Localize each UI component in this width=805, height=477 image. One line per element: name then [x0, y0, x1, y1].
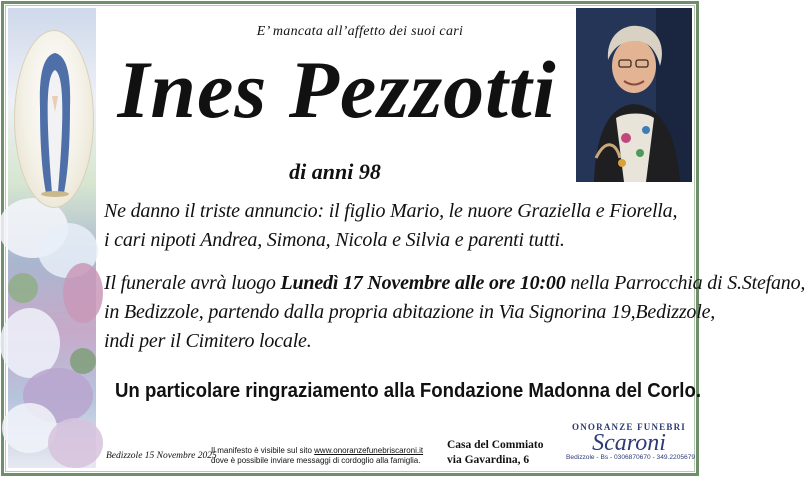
tagline: E’ mancata all’affetto dei suoi cari — [256, 24, 464, 39]
age: di anni 98 — [289, 159, 381, 184]
logo-sub: Bedizzole - Bs - 0306870670 - 349.2205679 — [566, 454, 696, 461]
deceased-name: Ines Pezzotti — [117, 44, 557, 135]
announcement-paragraph — [104, 197, 694, 255]
footer-info-text: dove è possibile inviare messaggi di cordoglio alla famiglia. — [211, 456, 421, 465]
casa-title: Casa del Commiato — [447, 439, 544, 451]
footer-info — [211, 446, 423, 466]
website-link[interactable]: www.onoranzefunebriscaroni.it — [314, 446, 424, 455]
portrait-photo — [576, 8, 692, 182]
logo-brand: Scaroni — [592, 430, 666, 456]
funeral-datetime: Lunedì 17 Novembre alle ore 10:00 — [280, 272, 566, 294]
casa-address: via Gavardina, 6 — [447, 454, 530, 466]
announcement-line: Ne danno il triste annuncio: il figlio Mario, le nuore Graziella e Fiorella, — [104, 200, 678, 222]
funeral-line — [104, 269, 805, 298]
footer-info-text: Il manifesto è visibile sul sito — [211, 446, 315, 455]
funeral-paragraph — [104, 269, 805, 356]
thanks-line: Un particolare ringraziamento alla Fondazione Madonna del Corlo. — [115, 380, 701, 402]
funeral-line: indi per il Cimitero locale. — [104, 330, 312, 352]
logo-top: ONORANZE FUNEBRI — [572, 422, 686, 432]
announcement-line: i cari nipoti Andrea, Simona, Nicola e Silvia e parenti tutti. — [104, 229, 565, 251]
funeral-text: Il funerale avrà luogo — [104, 272, 281, 294]
funeral-line: in Bedizzole, partendo dalla propria abitazione in Via Signorina 19,Bedizzole, — [104, 301, 716, 323]
madonna-figure-icon — [28, 48, 82, 198]
footer-date: Bedizzole 15 Novembre 2025 — [106, 451, 217, 461]
casa-commiato — [447, 438, 543, 468]
funeral-text: nella Parrocchia di S.Stefano, — [565, 272, 805, 294]
funeral-home-logo — [566, 422, 696, 472]
